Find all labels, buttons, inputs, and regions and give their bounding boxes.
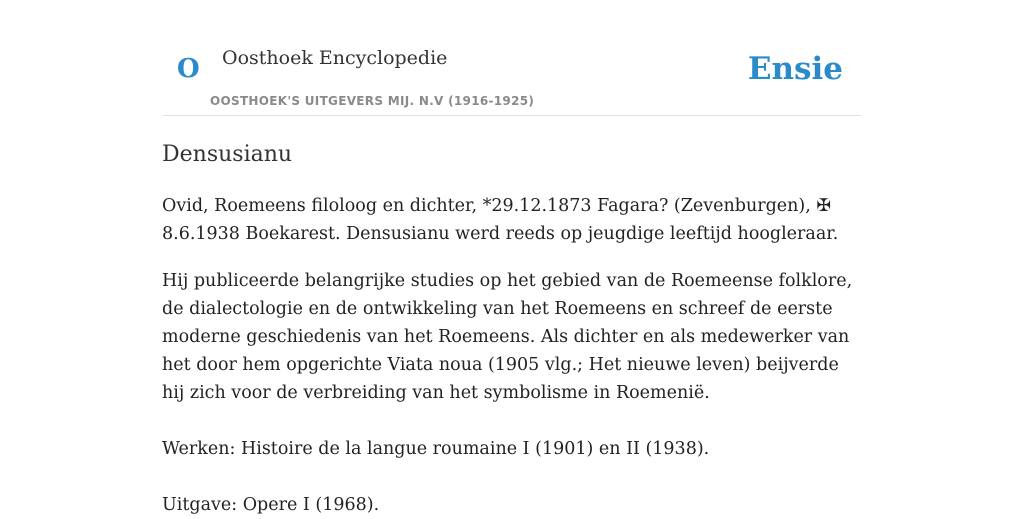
article-content xyxy=(162,192,862,519)
page-title: Densusianu xyxy=(162,142,293,167)
page-container xyxy=(162,0,862,515)
article-paragraph: Uitgave: Opere I (1968). xyxy=(162,495,380,515)
site-title[interactable]: Oosthoek Encyclopedie xyxy=(222,47,448,69)
encyclopedia-logo-icon[interactable]: O xyxy=(177,54,200,84)
site-header xyxy=(162,0,862,116)
ensie-brand-link[interactable]: Ensie xyxy=(747,51,843,87)
site-subtitle: OOSTHOEK'S UITGEVERS MIJ. N.V (1916-1925) xyxy=(210,94,535,108)
article-paragraph: Hij publiceerde belangrijke studies op het gebied van de Roemeense folklore, de dialectologie en de ontwikkeling van het Roemeens en schreef de eerste moderne geschiedenis van het Roemeens. Als dichter en als medewerker van het door hem opgerichte Viata noua (1905 vlg.; Het nieuwe leven) beijverde hij zich voor de verbreiding van het symbolisme in Roemenië. xyxy=(162,271,853,403)
article-paragraph: Ovid, Roemeens filoloog en dichter, *29.12.1873 Fagara? (Zevenburgen), ✠ 8.6.1938 Boekarest. Densusianu werd reeds op jeugdige leeftijd hoogleraar. xyxy=(162,196,839,244)
article-paragraph: Werken: Histoire de la langue roumaine I (1901) en II (1938). xyxy=(162,439,710,459)
